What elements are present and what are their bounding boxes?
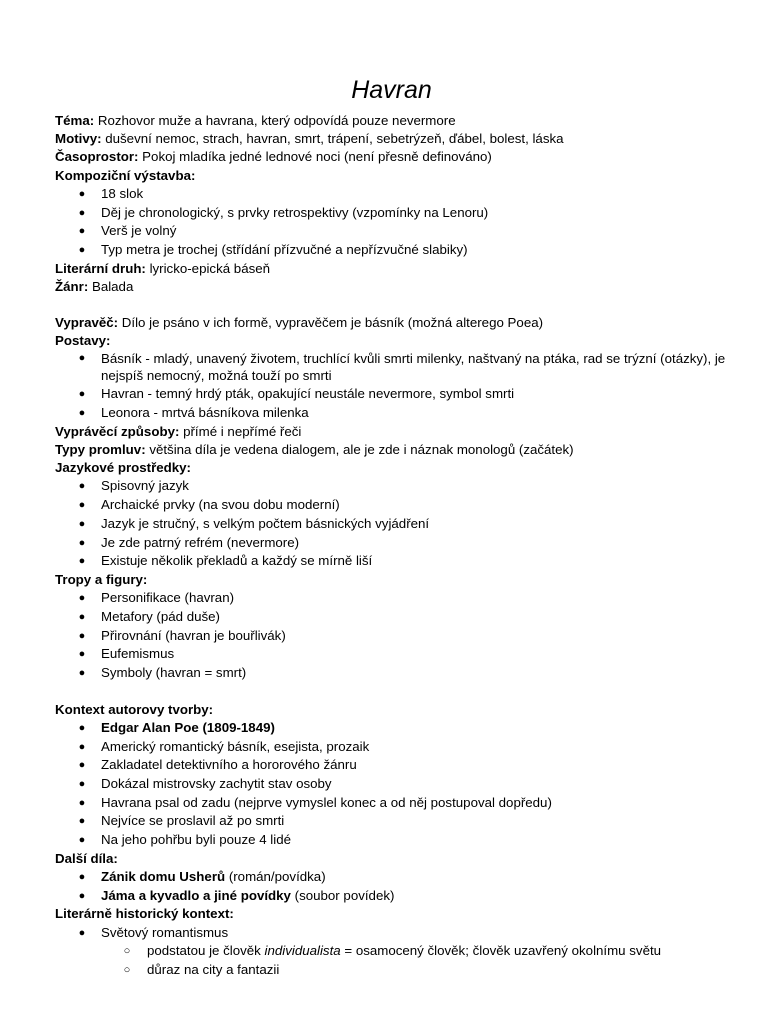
list-item-text: Leonora - mrtvá básníkova milenka xyxy=(101,405,309,421)
list-item-text: Eufemismus xyxy=(101,646,175,662)
bullet-icon: ● xyxy=(78,610,86,623)
zpusoby-value: přímé i nepřímé řeči xyxy=(179,423,302,439)
list-item xyxy=(55,812,728,831)
bullet-icon: ● xyxy=(78,536,86,549)
list-item-text: Světový romantismus xyxy=(101,924,229,940)
bullet-icon: ● xyxy=(78,834,86,847)
list-item xyxy=(55,887,728,906)
list-item xyxy=(55,496,728,515)
list-item xyxy=(55,204,728,223)
sub-text: důraz na city a fantazii xyxy=(147,961,280,977)
druh-line xyxy=(55,260,728,278)
tropy-line xyxy=(55,571,728,589)
bullet-icon: ● xyxy=(78,889,86,902)
bullet-icon: ● xyxy=(78,480,86,493)
kompozice-line xyxy=(55,167,728,185)
zanr-label: Žánr: xyxy=(55,278,89,294)
spacer xyxy=(55,296,728,314)
bullet-icon: ● xyxy=(78,871,86,884)
postavy-label: Postavy: xyxy=(55,333,111,349)
dalsi-line xyxy=(55,850,728,868)
vypravec-label: Vypravěč: xyxy=(55,315,119,331)
bullet-icon: ● xyxy=(78,187,86,200)
bullet-icon: ● xyxy=(78,499,86,512)
bullet-icon: ● xyxy=(78,666,86,679)
jazyk-line xyxy=(55,459,728,477)
sub-text-italic: individualista xyxy=(264,943,341,959)
list-item xyxy=(55,552,728,571)
list-item-text: Havrana psal od zadu (nejprve vymyslel konec a od něj postupoval dopředu) xyxy=(101,794,552,810)
kontext-line xyxy=(55,701,728,719)
bullet-icon: ● xyxy=(78,352,86,365)
bullet-icon: ● xyxy=(78,388,86,401)
list-item-text: Existuje několik překladů a každý se mírně liší xyxy=(101,553,373,569)
sub-text-a: podstatou je člověk xyxy=(147,943,265,959)
promluvy-value: většina díla je vedena dialogem, ale je zde i náznak monologů (začátek) xyxy=(145,442,574,458)
list-item-text: Na jeho pohřbu byli pouze 4 lidé xyxy=(101,832,291,848)
list-item xyxy=(55,185,728,204)
list-item xyxy=(55,645,728,664)
casoprostor-line xyxy=(55,148,728,166)
bullet-icon: ● xyxy=(78,517,86,530)
list-item-text: Archaické prvky (na svou dobu moderní) xyxy=(101,497,340,513)
tema-value: Rozhovor muže a havrana, který odpovídá pouze nevermore xyxy=(94,113,456,128)
kontext-label: Kontext autorovy tvorby: xyxy=(55,701,214,717)
spacer xyxy=(55,683,728,701)
list-item-text: Jazyk je stručný, s velkým počtem básnických vyjádření xyxy=(101,515,430,531)
promluvy-line xyxy=(55,441,728,459)
zpusoby-line xyxy=(55,423,728,441)
dalsi-label: Další díla: xyxy=(55,850,118,866)
list-item xyxy=(55,350,728,385)
historicky-sublist xyxy=(55,942,728,979)
tema-line xyxy=(55,112,728,130)
kontext-list xyxy=(55,719,728,850)
list-item xyxy=(55,385,728,404)
list-item-text: 18 slok xyxy=(101,185,144,201)
bullet-icon: ● xyxy=(78,721,86,734)
bullet-icon: ● xyxy=(78,629,86,642)
postavy-line xyxy=(55,332,728,350)
bullet-icon: ● xyxy=(78,648,86,661)
list-item xyxy=(55,241,728,260)
list-item xyxy=(55,775,728,794)
dalsi-list xyxy=(55,868,728,905)
list-item xyxy=(55,831,728,850)
author-name: Edgar Alan Poe (1809-1849) xyxy=(101,719,275,735)
motivy-label: Motivy: xyxy=(55,131,102,147)
druh-label: Literární druh: xyxy=(55,260,146,276)
list-item-text: Havran - temný hrdý pták, opakující neustále nevermore, symbol smrti xyxy=(101,386,515,402)
list-item xyxy=(55,589,728,608)
jazyk-label: Jazykové prostředky: xyxy=(55,460,191,476)
list-item xyxy=(55,924,728,943)
bullet-icon: ● xyxy=(78,796,86,809)
tropy-list xyxy=(55,589,728,683)
list-item-text: Zakladatel detektivního a hororového žánru xyxy=(101,757,357,773)
bullet-icon: ● xyxy=(78,759,86,772)
list-item xyxy=(55,627,728,646)
kompozice-list xyxy=(55,185,728,260)
list-item-text: Spisovný jazyk xyxy=(101,478,189,494)
zpusoby-label: Vyprávěcí způsoby: xyxy=(55,423,180,439)
list-item xyxy=(55,719,728,738)
bullet-icon: ● xyxy=(78,225,86,238)
list-item xyxy=(55,756,728,775)
sub-list-item xyxy=(55,942,728,961)
bullet-icon: ● xyxy=(78,926,86,939)
list-item-text: Americký romantický básník, esejista, prozaik xyxy=(101,738,370,754)
zanr-value: Balada xyxy=(88,278,134,294)
page-title: Havran xyxy=(351,76,432,104)
casoprostor-value: Pokoj mladíka jedné lednové noci (není přesně definováno) xyxy=(138,149,492,165)
bullet-icon: ● xyxy=(78,407,86,420)
list-item xyxy=(55,222,728,241)
tema-label: Téma: xyxy=(55,113,95,128)
work-title: Jáma a kyvadlo a jiné povídky xyxy=(101,887,291,903)
bullet-icon: ● xyxy=(78,592,86,605)
bullet-icon: ● xyxy=(78,815,86,828)
motivy-line xyxy=(55,130,728,148)
bullet-icon: ● xyxy=(78,740,86,753)
sub-list-item xyxy=(55,961,728,980)
postavy-list xyxy=(55,350,728,422)
circle-bullet-icon: ○ xyxy=(123,963,131,976)
list-item-text: Děj je chronologický, s prvky retrospektivy (vzpomínky na Lenoru) xyxy=(101,204,489,220)
list-item-text: Verš je volný xyxy=(101,223,177,239)
work-note: (román/povídka) xyxy=(225,869,326,885)
list-item xyxy=(55,664,728,683)
vypravec-value: Dílo je psáno v ich formě, vypravěčem je básník (možná alterego Poea) xyxy=(118,315,544,331)
motivy-value: duševní nemoc, strach, havran, smrt, trápení, sebetrýzeň, ďábel, bolest, láska xyxy=(101,131,564,147)
list-item xyxy=(55,738,728,757)
list-item xyxy=(55,868,728,887)
list-item-text: Přirovnání (havran je bouřlivák) xyxy=(101,627,286,643)
druh-value: lyricko-epická báseň xyxy=(145,260,271,276)
list-item xyxy=(55,404,728,423)
list-item-text: Personifikace (havran) xyxy=(101,590,235,606)
promluvy-label: Typy promluv: xyxy=(55,442,146,458)
list-item xyxy=(55,794,728,813)
kompozice-label: Kompoziční výstavba: xyxy=(55,167,196,183)
sub-text-c: = osamocený člověk; člověk uzavřený okolnímu světu xyxy=(340,943,662,959)
list-item xyxy=(55,477,728,496)
work-note: (soubor povídek) xyxy=(290,887,395,903)
tropy-label: Tropy a figury: xyxy=(55,571,148,587)
list-item-text: Typ metra je trochej (střídání přízvučné a nepřízvučné slabiky) xyxy=(101,241,468,257)
bullet-icon: ● xyxy=(78,206,86,219)
list-item-text: Dokázal mistrovsky zachytit stav osoby xyxy=(101,776,332,791)
list-item-text: Nejvíce se proslavil až po smrti xyxy=(101,813,285,829)
list-item-text: Symboly (havran = smrt) xyxy=(101,664,247,680)
list-item xyxy=(55,515,728,534)
circle-bullet-icon: ○ xyxy=(123,945,131,958)
bullet-icon: ● xyxy=(78,555,86,568)
bullet-icon: ● xyxy=(78,243,86,256)
list-item-text: Básník - mladý, unavený životem, truchlící kvůli smrti milenky, naštvaný na ptáka, rad se trýzní (otázky), je nejspíš nemocný, možná touží po smrti xyxy=(101,351,726,383)
casoprostor-label: Časoprostor: xyxy=(55,149,139,165)
work-title: Zánik domu Usherů xyxy=(101,869,226,885)
list-item-text: Je zde patrný refrém (nevermore) xyxy=(101,534,300,550)
list-item-text: Metafory (pád duše) xyxy=(101,608,220,624)
historicky-list xyxy=(55,924,728,943)
list-item xyxy=(55,608,728,627)
historicky-line xyxy=(55,905,728,923)
list-item xyxy=(55,534,728,553)
jazyk-list xyxy=(55,477,728,571)
zanr-line xyxy=(55,278,728,296)
historicky-label: Literárně historický kontext: xyxy=(55,906,234,922)
vypravec-line xyxy=(55,314,728,332)
bullet-icon: ● xyxy=(78,778,86,790)
